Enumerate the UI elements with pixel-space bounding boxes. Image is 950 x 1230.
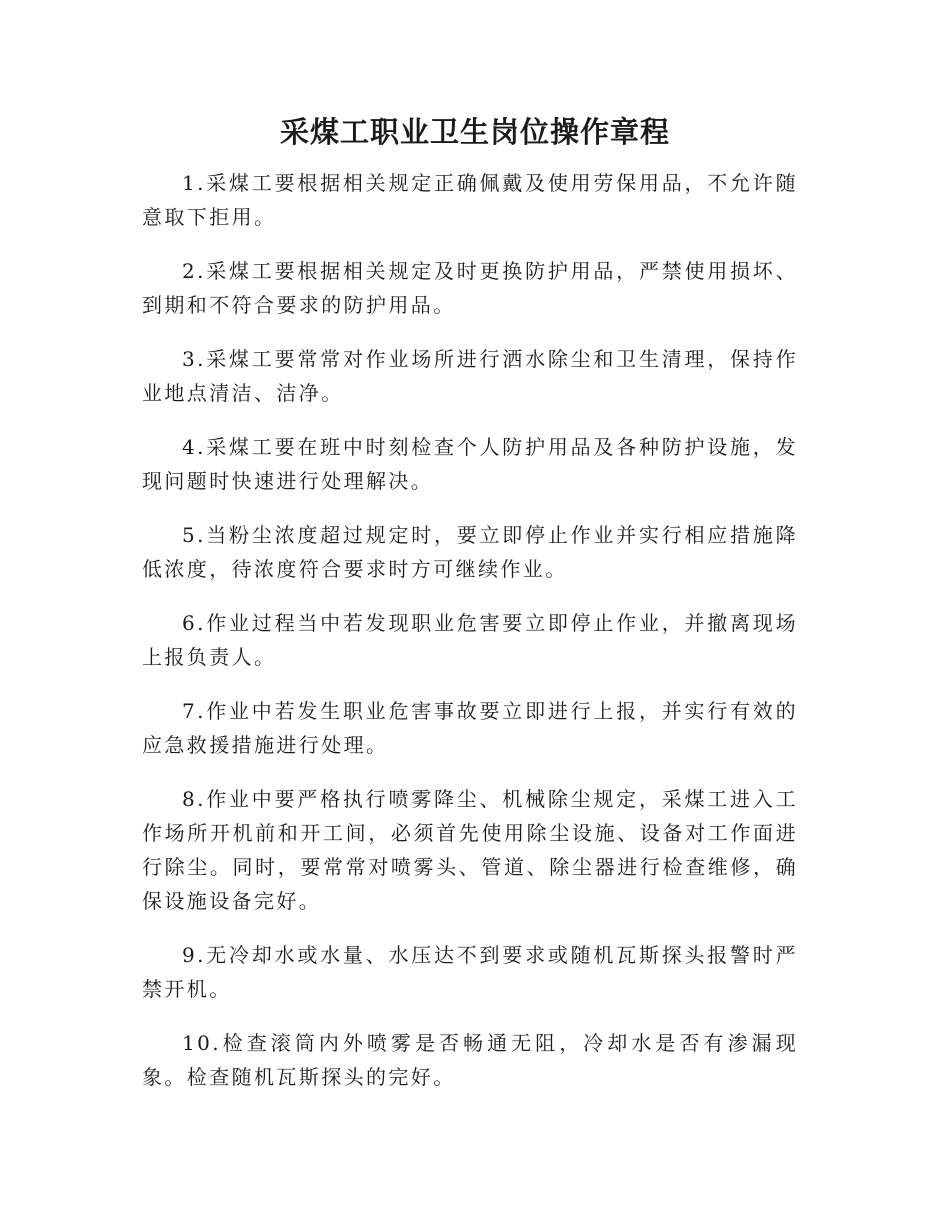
document-title: 采煤工职业卫生岗位操作章程 [279, 115, 670, 149]
paragraph-5: 5.当粉尘浓度超过规定时，要立即停止作业并实行相应措施降低浓度，待浓度符合要求时方可继续作业。 [142, 523, 798, 581]
paragraph-4: 4.采煤工要在班中时刻检查个人防护用品及各种防护设施，发现问题时快速进行处理解决。 [142, 435, 798, 493]
paragraph-8: 8.作业中要严格执行喷雾降尘、机械除尘规定，采煤工进入工作场所开机前和开工间，必须首先使用除尘设施、设备对工作面进行除尘。同时，要常常对喷雾头、管道、除尘器进行检查维修，确保设施设备完好。 [142, 787, 798, 913]
document-body [142, 166, 798, 1114]
paragraph-10: 10.检查滚筒内外喷雾是否畅通无阻，冷却水是否有渗漏现象。检查随机瓦斯探头的完好。 [142, 1031, 798, 1089]
paragraph-2: 2.采煤工要根据相关规定及时更换防护用品，严禁使用损坏、到期和不符合要求的防护用品。 [142, 259, 798, 317]
paragraph-7: 7.作业中若发生职业危害事故要立即进行上报，并实行有效的应急救援措施进行处理。 [142, 699, 798, 757]
paragraph-9: 9.无冷却水或水量、水压达不到要求或随机瓦斯探头报警时严禁开机。 [142, 943, 798, 1001]
paragraph-1: 1.采煤工要根据相关规定正确佩戴及使用劳保用品，不允许随意取下拒用。 [142, 171, 798, 229]
paragraph-3: 3.采煤工要常常对作业场所进行洒水除尘和卫生清理，保持作业地点清洁、洁净。 [142, 347, 798, 405]
paragraph-6: 6.作业过程当中若发现职业危害要立即停止作业，并撤离现场上报负责人。 [142, 611, 798, 669]
